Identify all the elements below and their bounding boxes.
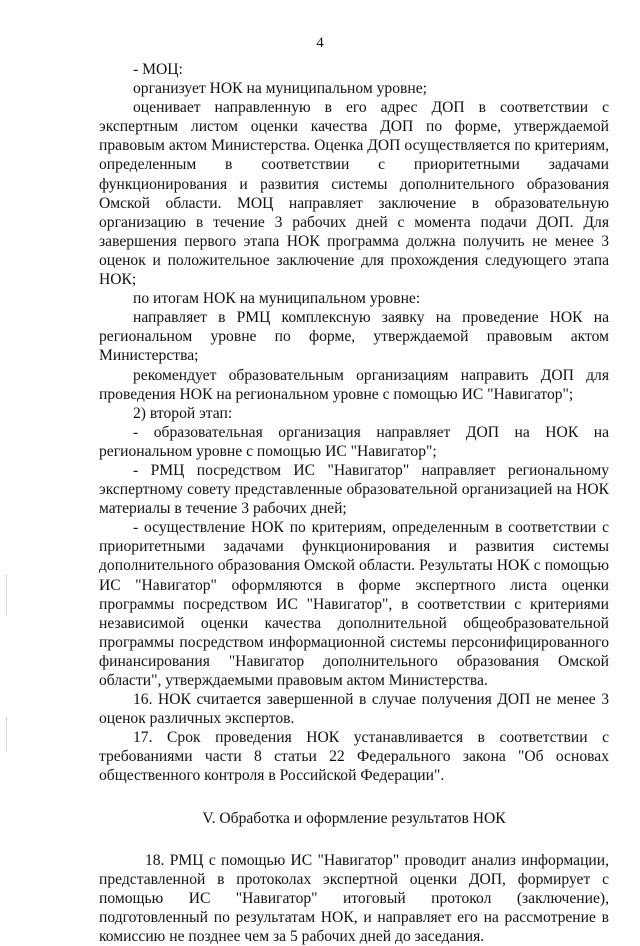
scan-margin-mark [6,718,9,752]
paragraph-nok-criteria: - осуществление НОК по критериям, определенным в соответствии с приоритетными задачами функционирования и развития системы дополнительного образования Омской области. Результаты НОК с помощью ИС "Навигатор" оформляются в форме экспертного листа оценки программы посредством ИС "Навигатор", в соответствии с критериями независимой оценки качества дополнительной общеобразовательной программы посредством информационной системы персонифицированного финансирования "Навигатор дополнительного образования Омской области", утверждаемыми правовым актом Министерства. [99,519,609,689]
paragraph-item-16: 16. НОК считается завершенной в случае получения ДОП не менее 3 оценок различных экспертов. [99,691,609,728]
scan-margin-mark [6,575,9,615]
paragraph-org-sends: - образовательная организация направляет ДОП на НОК на региональном уровне с помощью ИС "Навигатор"; [99,423,609,460]
paragraph-item-18: 18. РМЦ с помощью ИС "Навигатор" проводит анализ информации, представленной в протоколах экспертной оценки ДОП, формирует с помощью ИС "Навигатор" итоговый протокол (заключение), подготовленный по результатам НОК, и направляет его на рассмотрение в комиссию не позднее чем за 5 рабочих дней до заседания. [99,851,609,946]
paragraph-organizes: организует НОК на муниципальном уровне; [133,80,427,98]
paragraph-second-stage: 2) второй этап: [133,404,233,422]
paragraph-evaluates: оценивает направленную в его адрес ДОП в соответствии с экспертным листом оценки качества ДОП по форме, утверждаемой правовым актом Министерства. Оценка ДОП осуществляется по критериям, определенным в соответствии с приоритетными задачами функционирования и развития системы дополнительного образования Омской области. МОЦ направляет заключение в образовательную организацию в течение 3 рабочих дней с момента подачи ДОП. Для завершения первого этапа НОК программа должна получить не менее 3 оценок и положительное заключение для прохождения следующего этапа НОК; [99,99,609,289]
paragraph-item-17: 17. Срок проведения НОК устанавливается в соответствии с требованиями части 8 статьи 22 Федерального закона "Об основах общественного контроля в Российской Федерации". [99,729,609,785]
document-body [99,60,609,946]
paragraph-rmc-sends: - РМЦ посредством ИС "Навигатор" направляет региональному экспертному совету представленные образовательной организацией на НОК материалы в течение 3 рабочих дней; [99,461,609,518]
paragraph-moc-header: - МОЦ: [133,61,183,78]
section-heading: V. Обработка и оформление результатов НОК [202,809,506,827]
paragraph-recommends: рекомендует образовательным организациям направить ДОП для проведения НОК на региональном уровне с помощью ИС "Навигатор"; [99,366,609,403]
page-number: 4 [316,35,324,51]
paragraph-results-municipal: по итогам НОК на муниципальном уровне: [133,290,421,308]
paragraph-sends-request: направляет в РМЦ комплексную заявку на проведение НОК на региональном уровне по форме, утверждаемой правовым актом Министерства; [99,309,609,365]
